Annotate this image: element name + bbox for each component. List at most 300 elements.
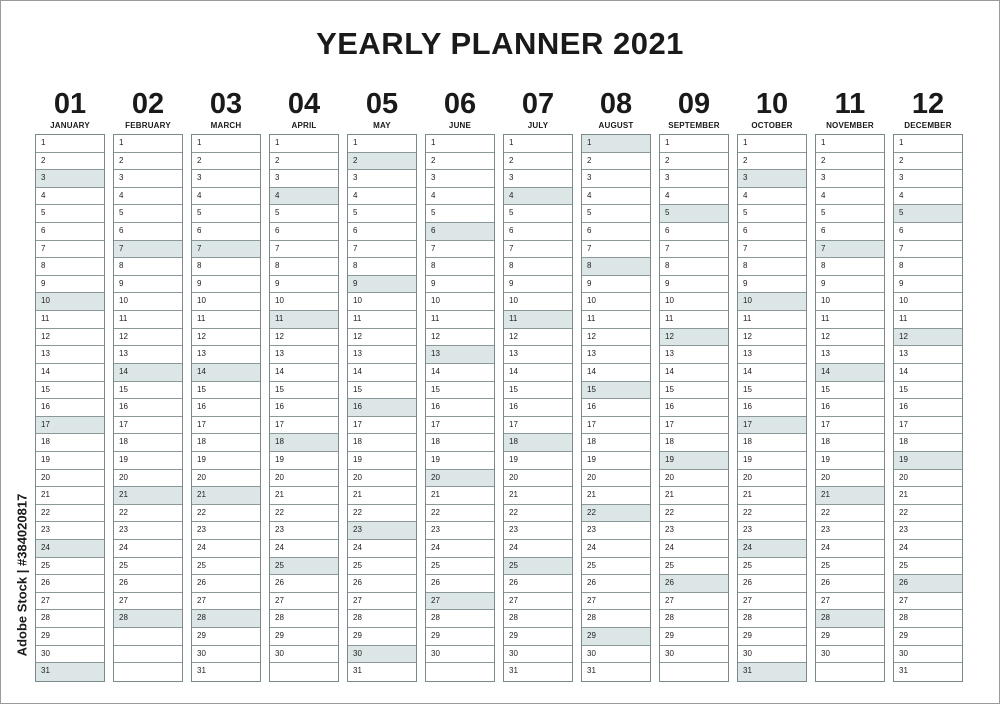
day-cell: 2 [894,153,962,171]
day-cell: 10 [426,293,494,311]
day-cell: 1 [426,135,494,153]
day-cell: 23 [738,522,806,540]
day-cell: 22 [894,505,962,523]
day-list [113,134,183,682]
day-cell: 7 [348,241,416,259]
day-cell: 8 [816,258,884,276]
day-cell: 31 [36,663,104,681]
day-cell: 21 [504,487,572,505]
day-cell: 17 [192,417,260,435]
day-cell: 29 [660,628,728,646]
day-cell: 15 [504,382,572,400]
day-cell: 14 [504,364,572,382]
day-cell: 13 [738,346,806,364]
day-cell: 2 [192,153,260,171]
day-cell: 22 [192,505,260,523]
day-cell: 25 [192,558,260,576]
day-cell: 25 [36,558,104,576]
day-cell: 29 [192,628,260,646]
day-cell: 12 [816,329,884,347]
day-cell: 22 [426,505,494,523]
day-cell: 23 [192,522,260,540]
day-cell: 21 [894,487,962,505]
day-cell: 31 [353,666,362,676]
day-cell: 7 [114,241,182,259]
day-cell: 5 [348,205,416,223]
day-cell: 2 [270,153,338,171]
day-cell: 4 [582,188,650,206]
day-cell: 13 [660,346,728,364]
month-column [503,90,573,682]
month-column [737,90,807,682]
day-cell: 11 [348,311,416,329]
day-cell: 11 [894,311,962,329]
day-cell: 10 [660,293,728,311]
day-cell: 28 [738,610,806,628]
day-cell: 21 [582,487,650,505]
day-cell: 5 [582,205,650,223]
day-cell: 14 [582,364,650,382]
day-cell: 21 [114,487,182,505]
day-cell: 19 [660,452,728,470]
day-cell: 21 [426,487,494,505]
day-cell: 18 [504,434,572,452]
day-cell: 8 [192,258,260,276]
day-cell: 3 [894,170,962,188]
day-cell: 6 [348,223,416,241]
day-list [35,134,105,682]
day-cell: 1 [192,135,260,153]
day-cell: 4 [192,188,260,206]
day-cell: 18 [114,434,182,452]
day-cell: 28 [504,610,572,628]
day-cell: 23 [36,522,104,540]
day-cell: 6 [816,223,884,241]
day-cell: 10 [738,293,806,311]
month-column [581,90,651,682]
day-cell: 9 [36,276,104,294]
day-cell: 23 [270,522,338,540]
day-cell: 17 [348,417,416,435]
day-cell: 26 [582,575,650,593]
month-column [347,90,417,682]
day-cell: 3 [504,170,572,188]
day-list [269,134,339,682]
day-cell: 5 [192,205,260,223]
day-cell: 10 [894,293,962,311]
day-cell: 21 [36,487,104,505]
month-number: 08 [599,88,633,120]
day-cell: 22 [504,505,572,523]
day-cell: 28 [582,610,650,628]
day-cell: 9 [660,276,728,294]
empty-day-cell [114,663,182,681]
day-cell: 31 [738,663,806,681]
day-cell: 30 [270,646,338,664]
day-cell: 26 [348,575,416,593]
watermark-text: Adobe Stock | #384020817 [14,493,30,657]
month-column [815,90,885,682]
day-cell: 19 [36,452,104,470]
day-cell: 7 [660,241,728,259]
day-cell: 24 [36,540,104,558]
day-cell: 25 [504,558,572,576]
month-number: 09 [677,88,711,120]
empty-day-cell [660,663,728,681]
day-cell: 7 [270,241,338,259]
day-cell: 7 [504,241,572,259]
month-number: 05 [365,88,399,120]
day-cell: 14 [894,364,962,382]
day-cell: 12 [738,329,806,347]
day-cell: 15 [114,382,182,400]
day-cell: 23 [582,522,650,540]
day-cell: 15 [36,382,104,400]
day-cell: 2 [582,153,650,171]
day-cell: 17 [894,417,962,435]
page-title: YEARLY PLANNER 2021 [316,26,684,61]
day-cell: 2 [426,153,494,171]
day-cell: 10 [348,293,416,311]
day-cell: 6 [504,223,572,241]
month-number: 12 [911,88,945,120]
day-cell: 9 [816,276,884,294]
day-cell: 22 [582,505,650,523]
day-cell: 27 [660,593,728,611]
day-cell: 9 [348,276,416,294]
day-cell: 11 [36,311,104,329]
day-cell: 7 [582,241,650,259]
day-cell: 6 [114,223,182,241]
day-cell: 16 [660,399,728,417]
month-name: MAY [373,121,391,130]
month-number: 11 [834,88,866,120]
day-cell: 15 [192,382,260,400]
day-cell: 29 [426,628,494,646]
day-cell: 11 [426,311,494,329]
day-cell: 2 [114,153,182,171]
day-cell: 20 [36,470,104,488]
day-cell: 28 [114,610,182,628]
day-cell: 1 [582,135,650,153]
day-list [425,134,495,682]
month-name: JANUARY [50,121,90,130]
day-cell: 29 [894,628,962,646]
day-cell: 17 [660,417,728,435]
day-cell: 8 [270,258,338,276]
day-cell: 23 [660,522,728,540]
day-cell: 28 [270,610,338,628]
day-cell: 30 [660,646,728,664]
day-cell: 21 [270,487,338,505]
day-cell: 22 [816,505,884,523]
empty-day-cell [114,646,182,664]
day-cell: 10 [36,293,104,311]
day-cell: 14 [348,364,416,382]
day-cell: 9 [582,276,650,294]
day-cell: 17 [738,417,806,435]
day-cell: 24 [426,540,494,558]
day-cell: 9 [738,276,806,294]
day-cell: 12 [192,329,260,347]
day-cell: 14 [270,364,338,382]
day-cell: 1 [504,135,572,153]
day-list [581,134,651,682]
day-cell: 20 [894,470,962,488]
day-cell: 26 [660,575,728,593]
day-cell: 19 [816,452,884,470]
day-cell: 4 [660,188,728,206]
day-cell: 8 [426,258,494,276]
day-cell: 28 [36,610,104,628]
day-cell: 6 [270,223,338,241]
day-cell: 12 [348,329,416,347]
day-cell: 6 [192,223,260,241]
day-cell: 19 [426,452,494,470]
day-cell: 3 [270,170,338,188]
day-cell: 15 [894,382,962,400]
day-cell: 21 [738,487,806,505]
day-cell: 1 [270,135,338,153]
day-cell: 13 [270,346,338,364]
day-cell: 15 [816,382,884,400]
day-cell: 24 [660,540,728,558]
month-number: 06 [443,88,477,120]
day-cell: 3 [192,170,260,188]
day-cell: 30 [504,646,572,664]
day-cell: 31 [509,666,518,676]
day-cell: 29 [816,628,884,646]
month-number: 04 [287,88,321,120]
day-cell: 30 [816,646,884,664]
day-cell: 25 [660,558,728,576]
day-cell: 3 [426,170,494,188]
day-cell: 16 [348,399,416,417]
watermark [12,460,32,690]
day-cell: 8 [894,258,962,276]
day-cell: 1 [738,135,806,153]
day-cell: 19 [504,452,572,470]
day-cell: 6 [738,223,806,241]
day-cell: 26 [894,575,962,593]
day-cell: 29 [582,628,650,646]
month-column [425,90,495,682]
day-cell: 16 [36,399,104,417]
day-cell: 18 [660,434,728,452]
day-cell: 16 [582,399,650,417]
day-cell: 16 [894,399,962,417]
day-list [737,134,807,682]
day-cell: 10 [270,293,338,311]
day-cell: 16 [270,399,338,417]
day-cell: 16 [504,399,572,417]
day-cell: 11 [114,311,182,329]
day-cell: 27 [192,593,260,611]
day-cell: 6 [36,223,104,241]
day-cell: 4 [504,188,572,206]
day-cell: 26 [270,575,338,593]
day-cell: 14 [192,364,260,382]
month-name: AUGUST [598,121,634,130]
month-name: SEPTEMBER [668,121,720,130]
day-cell: 24 [738,540,806,558]
day-cell: 21 [660,487,728,505]
day-cell: 15 [270,382,338,400]
month-name: NOVEMBER [826,121,874,130]
day-cell: 15 [738,382,806,400]
day-cell: 23 [348,522,416,540]
day-cell: 8 [36,258,104,276]
month-column [893,90,963,682]
day-cell: 2 [816,153,884,171]
day-cell: 27 [348,593,416,611]
day-cell: 19 [894,452,962,470]
day-cell: 1 [894,135,962,153]
month-name: JULY [527,121,549,130]
day-cell: 12 [660,329,728,347]
day-cell: 23 [426,522,494,540]
day-cell: 26 [114,575,182,593]
day-cell: 5 [816,205,884,223]
day-cell: 28 [192,610,260,628]
day-cell: 3 [36,170,104,188]
day-cell: 23 [114,522,182,540]
day-cell: 9 [426,276,494,294]
day-cell: 24 [894,540,962,558]
day-cell: 4 [36,188,104,206]
day-cell: 20 [270,470,338,488]
day-cell: 13 [894,346,962,364]
day-cell: 21 [348,487,416,505]
day-cell: 29 [738,628,806,646]
day-cell: 8 [582,258,650,276]
day-cell: 20 [114,470,182,488]
day-cell: 20 [426,470,494,488]
day-cell: 7 [426,241,494,259]
day-cell: 19 [582,452,650,470]
day-cell: 15 [660,382,728,400]
day-cell: 28 [348,610,416,628]
day-cell: 5 [426,205,494,223]
month-column [113,90,183,682]
day-cell: 11 [816,311,884,329]
day-cell: 13 [348,346,416,364]
day-cell: 26 [738,575,806,593]
day-cell: 17 [582,417,650,435]
month-number: 02 [131,88,165,120]
day-list [347,134,417,682]
day-cell: 17 [426,417,494,435]
empty-day-cell [114,628,182,646]
day-cell: 13 [192,346,260,364]
month-column [191,90,261,682]
day-cell: 13 [114,346,182,364]
day-cell: 25 [270,558,338,576]
day-cell: 19 [348,452,416,470]
day-cell: 1 [36,135,104,153]
day-cell: 24 [348,540,416,558]
day-cell: 14 [660,364,728,382]
day-cell: 12 [426,329,494,347]
month-number: 03 [209,88,243,120]
day-cell: 4 [114,188,182,206]
month-name: APRIL [291,121,317,130]
day-cell: 2 [36,153,104,171]
day-cell: 17 [114,417,182,435]
day-cell: 31 [587,666,596,676]
day-cell: 10 [582,293,650,311]
day-cell: 19 [114,452,182,470]
day-cell: 22 [660,505,728,523]
day-list [191,134,261,682]
day-cell: 12 [582,329,650,347]
day-cell: 7 [894,241,962,259]
day-cell: 4 [816,188,884,206]
day-cell: 14 [426,364,494,382]
day-cell: 8 [660,258,728,276]
day-cell: 24 [192,540,260,558]
day-cell: 22 [738,505,806,523]
day-cell: 11 [660,311,728,329]
day-cell: 22 [36,505,104,523]
day-cell: 27 [114,593,182,611]
day-cell: 29 [348,628,416,646]
month-column [659,90,729,682]
day-cell: 5 [270,205,338,223]
empty-day-cell [426,663,494,681]
day-cell: 9 [114,276,182,294]
day-cell: 27 [504,593,572,611]
day-cell: 15 [582,382,650,400]
day-cell: 2 [504,153,572,171]
day-cell: 10 [114,293,182,311]
day-list [503,134,573,682]
day-cell: 5 [894,205,962,223]
month-name: OCTOBER [751,121,793,130]
day-cell: 1 [660,135,728,153]
day-cell: 22 [270,505,338,523]
empty-day-cell [816,663,884,681]
day-cell: 4 [426,188,494,206]
day-cell: 6 [894,223,962,241]
day-cell: 4 [738,188,806,206]
day-cell: 6 [426,223,494,241]
day-cell: 11 [738,311,806,329]
day-cell: 5 [738,205,806,223]
day-cell: 27 [816,593,884,611]
day-cell: 6 [660,223,728,241]
day-cell: 22 [348,505,416,523]
day-cell: 29 [504,628,572,646]
day-cell: 15 [348,382,416,400]
day-cell: 4 [270,188,338,206]
day-cell: 7 [192,241,260,259]
day-cell: 23 [816,522,884,540]
day-cell: 9 [192,276,260,294]
day-cell: 20 [816,470,884,488]
day-list [893,134,963,682]
day-cell: 18 [738,434,806,452]
day-cell: 20 [192,470,260,488]
month-column [269,90,339,682]
month-name: MARCH [210,121,242,130]
day-cell: 25 [816,558,884,576]
month-column [35,90,105,682]
day-cell: 5 [114,205,182,223]
month-name: FEBRUARY [125,121,171,130]
day-cell: 24 [114,540,182,558]
day-cell: 14 [816,364,884,382]
